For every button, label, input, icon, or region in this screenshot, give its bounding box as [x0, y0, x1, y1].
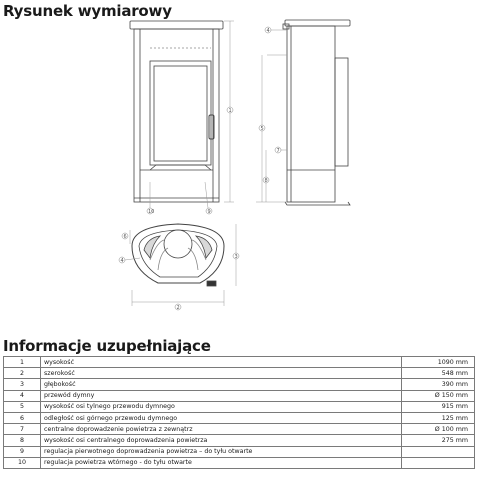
table-row: 3 głębokość 390 mm	[4, 379, 475, 390]
callout-4: 4	[266, 28, 270, 34]
callout-10: 10	[148, 209, 155, 215]
spec-table	[3, 356, 475, 469]
callout-4-top: 4	[120, 258, 124, 264]
table-row: 5 wysokość osi tylnego przewodu dymnego 915 mm	[4, 401, 475, 412]
callout-9: 9	[207, 209, 211, 215]
table-row: 4 przewód dymny Ø 150 mm	[4, 390, 475, 401]
table-row: 1 wysokość 1090 mm	[4, 357, 475, 368]
section-title: Informacje uzupełniające	[3, 337, 211, 355]
table-row: 8 wysokość osi centralnego doprowadzenia powietrza 275 mm	[4, 435, 475, 446]
callout-8: 8	[264, 178, 268, 184]
callout-3: 3	[234, 254, 238, 260]
table-row: 9 regulacja pierwotnego doprowadzenia powietrza – do tyłu otwarte	[4, 446, 475, 457]
callout-5: 5	[260, 126, 264, 132]
table-row: 6 odległość osi górnego przewodu dymnego 125 mm	[4, 412, 475, 423]
callout-7: 7	[276, 148, 280, 154]
table-row: 10 regulacja powietrza wtórnego - do tyłu otwarte	[4, 457, 475, 468]
page-title: Rysunek wymiarowy	[3, 2, 172, 20]
callout-6: 6	[123, 234, 127, 240]
table-row: 2 szerokość 548 mm	[4, 368, 475, 379]
callout-1: 1	[228, 108, 232, 114]
top-view	[119, 224, 239, 311]
front-view	[130, 21, 234, 215]
table-row: 7 centralne doprowadzenie powietrza z zewnątrz Ø 100 mm	[4, 424, 475, 435]
side-view	[256, 20, 350, 205]
callout-2: 2	[176, 305, 180, 311]
